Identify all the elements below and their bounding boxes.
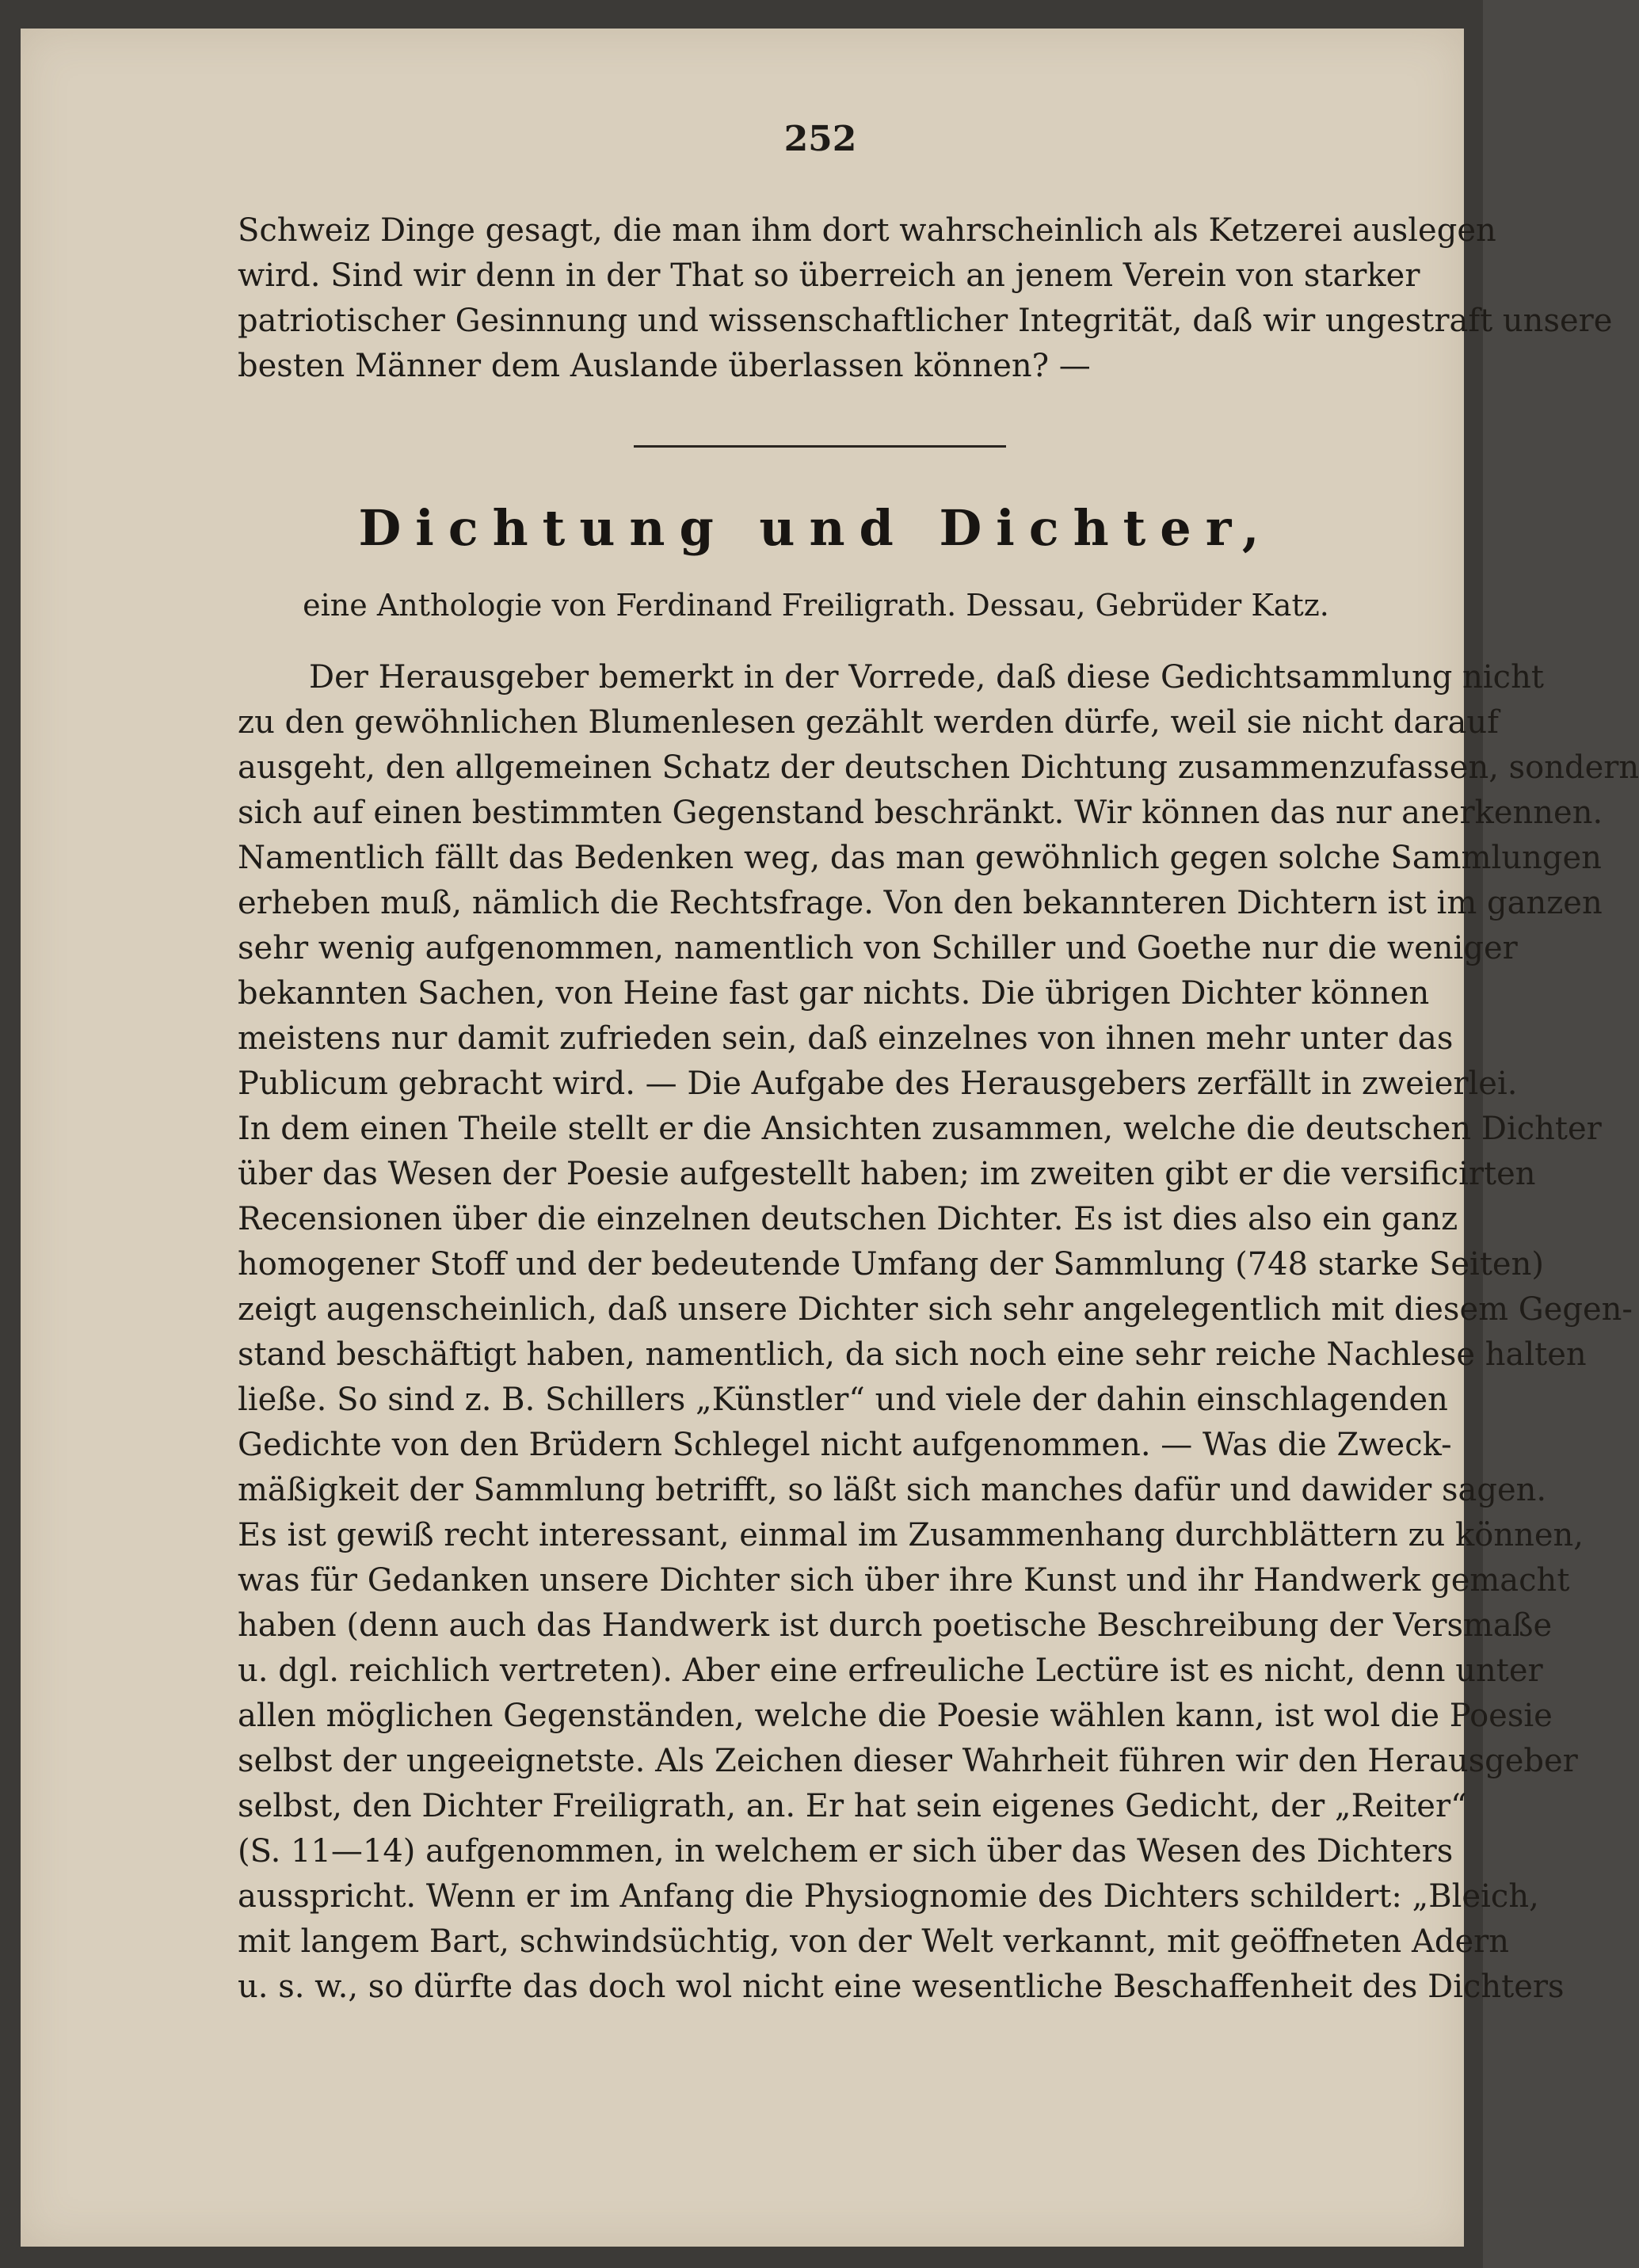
text-line: u. dgl. reichlich vertreten). Aber eine erfreuliche Lectüre ist es nicht, denn unter bbox=[238, 1652, 1543, 1689]
text-line: besten Männer dem Auslande überlassen können? — bbox=[238, 348, 1091, 384]
text-line: Gedichte von den Brüdern Schlegel nicht aufgenommen. — Was die Zweck- bbox=[238, 1427, 1452, 1463]
text-line: patriotischer Gesinnung und wissenschaftlicher Integrität, daß wir ungestraft unsere bbox=[238, 303, 1613, 339]
page-number: 252 bbox=[783, 119, 857, 159]
text-line: sehr wenig aufgenommen, namentlich von Schiller und Goethe nur die weniger bbox=[238, 930, 1518, 966]
text-line: meistens nur damit zufrieden sein, daß einzelnes von ihnen mehr unter das bbox=[238, 1020, 1454, 1057]
text-line: mit langem Bart, schwindsüchtig, von der Welt verkannt, mit geöffneten Adern bbox=[238, 1923, 1510, 1960]
text-line: homogener Stoff und der bedeutende Umfang der Sammlung (748 starke Seiten) bbox=[238, 1246, 1544, 1283]
text-line: sich auf einen bestimmten Gegenstand beschränkt. Wir können das nur anerkennen. bbox=[238, 795, 1603, 831]
section-subtitle: eine Anthologie von Ferdinand Freiligrath. Dessau, Gebrüder Katz. bbox=[303, 588, 1329, 623]
text-line: selbst der ungeeignetste. Als Zeichen dieser Wahrheit führen wir den Herausgeber bbox=[238, 1743, 1578, 1779]
section-title: Dichtung und Dichter, bbox=[358, 499, 1274, 557]
text-line: (S. 11—14) aufgenommen, in welchem er sich über das Wesen des Dichters bbox=[238, 1833, 1454, 1870]
text-line: In dem einen Theile stellt er die Ansichten zusammen, welche die deutschen Dichter bbox=[238, 1111, 1602, 1147]
intro-paragraph bbox=[238, 208, 1613, 389]
text-line: mäßigkeit der Sammlung betrifft, so läßt sich manches dafür und dawider sagen. bbox=[238, 1472, 1547, 1508]
text-line: erheben muß, nämlich die Rechtsfrage. Von den bekannteren Dichtern ist im ganzen bbox=[238, 885, 1603, 921]
text-line: Es ist gewiß recht interessant, einmal im Zusammenhang durchblättern zu können, bbox=[238, 1517, 1584, 1553]
text-line: zeigt augenscheinlich, daß unsere Dichter sich sehr angelegentlich mit diesem Gegen- bbox=[238, 1291, 1633, 1328]
section-divider bbox=[634, 445, 1006, 448]
text-line: ausspricht. Wenn er im Anfang die Physiognomie des Dichters schildert: „Bleich, bbox=[238, 1878, 1539, 1915]
text-line: stand beschäftigt haben, namentlich, da sich noch eine sehr reiche Nachlese halten bbox=[238, 1336, 1587, 1373]
text-line: bekannten Sachen, von Heine fast gar nichts. Die übrigen Dichter können bbox=[238, 975, 1430, 1012]
text-line: selbst, den Dichter Freiligrath, an. Er hat sein eigenes Gedicht, der „Reiter“ bbox=[238, 1788, 1467, 1824]
review-paragraph bbox=[238, 655, 1639, 2010]
text-line: haben (denn auch das Handwerk ist durch poetische Beschreibung der Versmaße bbox=[238, 1607, 1553, 1644]
text-line: ausgeht, den allgemeinen Schatz der deutschen Dichtung zusammenzufassen, sondern bbox=[238, 749, 1639, 786]
text-line: allen möglichen Gegenständen, welche die Poesie wählen kann, ist wol die Poesie bbox=[238, 1698, 1553, 1734]
text-line: Recensionen über die einzelnen deutschen Dichter. Es ist dies also ein ganz bbox=[238, 1201, 1458, 1237]
text-line: ließe. So sind z. B. Schillers „Künstler“ und viele der dahin einschlagenden bbox=[238, 1382, 1448, 1418]
text-line: Der Herausgeber bemerkt in der Vorrede, daß diese Gedichtsammlung nicht bbox=[309, 659, 1544, 696]
text-line: u. s. w., so dürfte das doch wol nicht eine wesentliche Beschaffenheit des Dichters bbox=[238, 1969, 1565, 2005]
text-line: zu den gewöhnlichen Blumenlesen gezählt werden dürfe, weil sie nicht darauf bbox=[238, 704, 1499, 741]
text-line: was für Gedanken unsere Dichter sich über ihre Kunst und ihr Handwerk gemacht bbox=[238, 1562, 1570, 1599]
text-line: Namentlich fällt das Bedenken weg, das man gewöhnlich gegen solche Sammlungen bbox=[238, 840, 1602, 876]
text-line: wird. Sind wir denn in der That so überreich an jenem Verein von starker bbox=[238, 257, 1420, 294]
text-line: Publicum gebracht wird. — Die Aufgabe des Herausgebers zerfällt in zweierlei. bbox=[238, 1065, 1518, 1102]
text-line: über das Wesen der Poesie aufgestellt haben; im zweiten gibt er die versificirten bbox=[238, 1156, 1536, 1192]
text-line: Schweiz Dinge gesagt, die man ihm dort wahrscheinlich als Ketzerei auslegen bbox=[238, 212, 1496, 249]
